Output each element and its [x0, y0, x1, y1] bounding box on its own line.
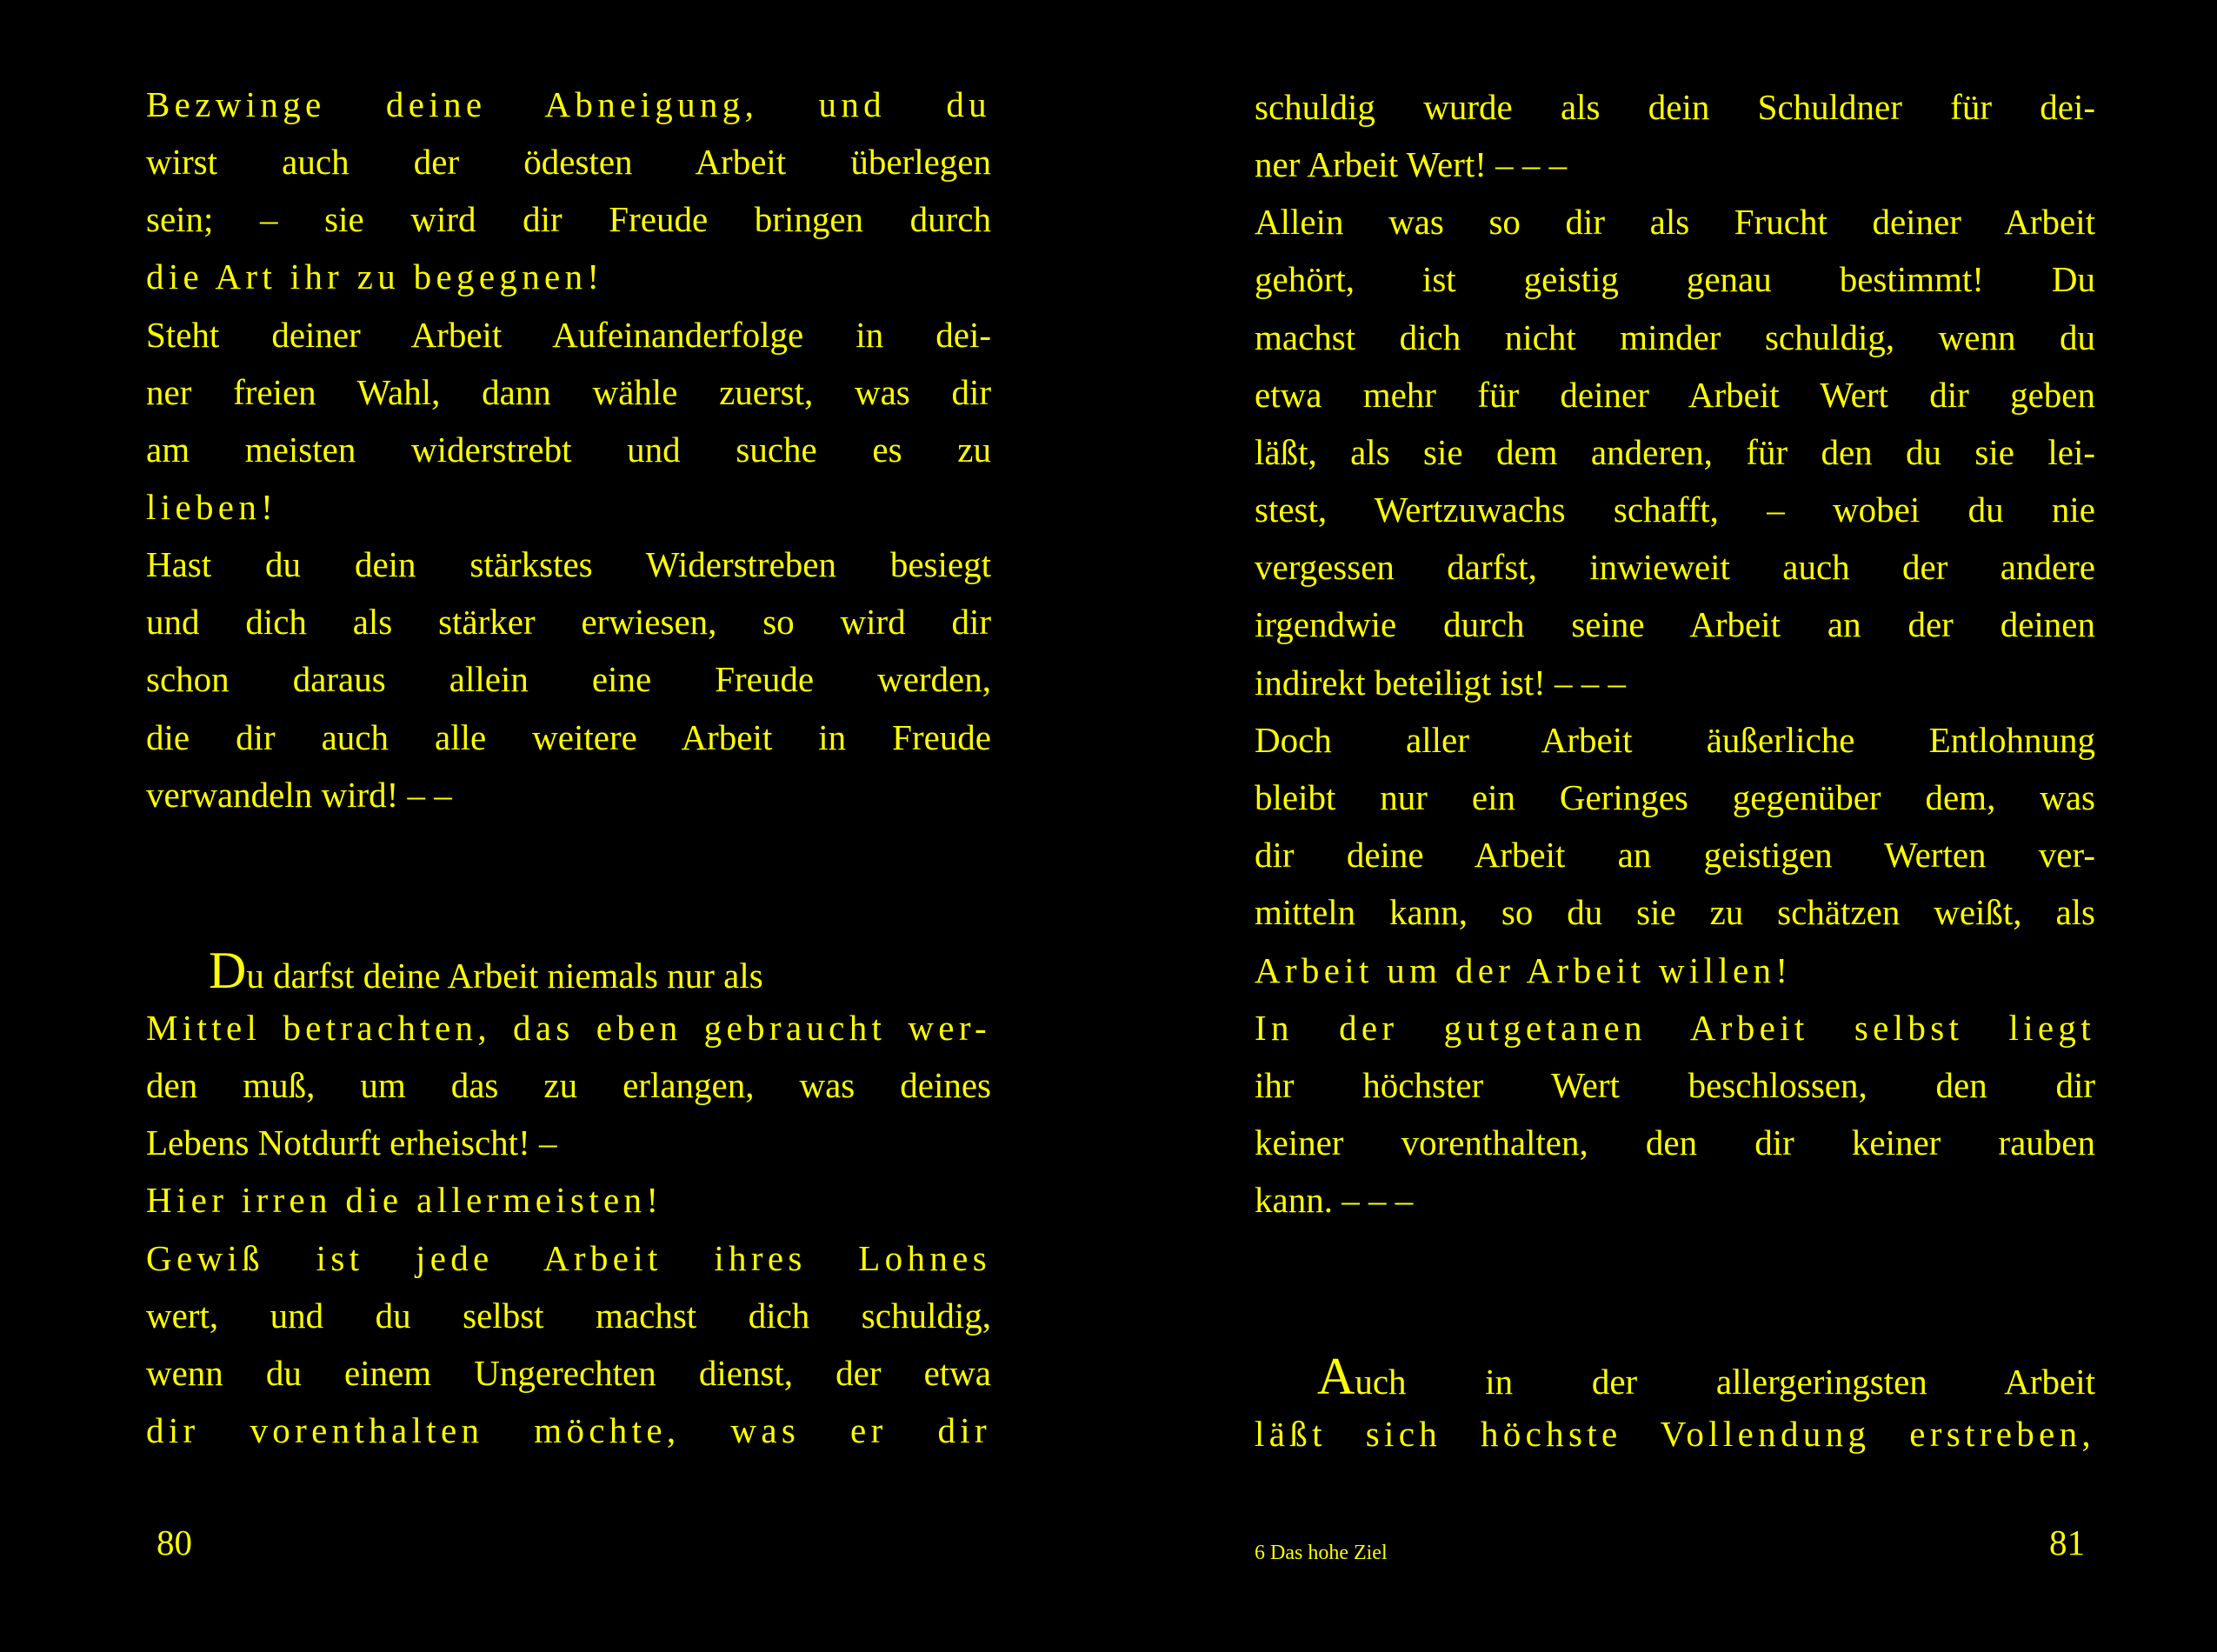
text-line: schuldig wurde als dein Schuldner für dei-: [1255, 87, 2095, 127]
text-line: ner Arbeit Wert! – – –: [1255, 144, 1568, 184]
text-line: vergessen darfst, inwieweit auch der andere: [1255, 547, 2095, 587]
section-first-line-text: u darfst deine Arbeit niemals nur als: [246, 956, 763, 996]
text-line: wirst auch der ödesten Arbeit überlegen: [146, 142, 991, 182]
text-line: verwandeln wird! – –: [146, 775, 452, 815]
text-line: Gewiß ist jede Arbeit ihres Lohnes: [146, 1238, 991, 1278]
text-line: schon daraus allein eine Freude werden,: [146, 659, 991, 699]
text-line: und dich als stärker erwiesen, so wird dir: [146, 602, 991, 642]
text-line: bleibt nur ein Geringes gegenüber dem, was: [1255, 777, 2095, 817]
text-line: Steht deiner Arbeit Aufeinanderfolge in dei-: [146, 315, 991, 355]
text-line: lieben!: [146, 487, 278, 527]
text-line: keiner vorenthalten, den dir keiner rauben: [1255, 1122, 2095, 1162]
text-line: die Art ihr zu begegnen!: [146, 256, 604, 296]
text-line: sein; – sie wird dir Freude bringen durch: [146, 199, 991, 239]
text-line: Lebens Notdurft erheischt! –: [146, 1122, 557, 1162]
text-line: Bezwinge deine Abneigung, und du: [146, 84, 991, 124]
text-line: gehört, ist geistig genau bestimmt! Du: [1255, 259, 2095, 299]
text-line: die dir auch alle weitere Arbeit in Freude: [146, 717, 991, 757]
text-line: stest, Wertzuwachs schafft, – wobei du nie: [1255, 490, 2095, 530]
text-line: läßt, als sie dem anderen, für den du sie lei-: [1255, 432, 2095, 472]
text-line: am meisten widerstrebt und suche es zu: [146, 430, 991, 470]
section-first-line: [1317, 1348, 2095, 1405]
text-line: Mittel betrachten, das eben gebraucht wer-: [146, 1008, 991, 1048]
page-number: 81: [2049, 1522, 2085, 1562]
signature-mark: 6 Das hohe Ziel: [1255, 1542, 1388, 1564]
text-line: In der gutgetanen Arbeit selbst liegt: [1255, 1008, 2095, 1048]
text-line: läßt sich höchste Vollendung erstreben,: [1255, 1414, 2095, 1454]
text-line: Allein was so dir als Frucht deiner Arbeit: [1255, 202, 2095, 242]
drop-initial: D: [209, 942, 247, 999]
page-number: 80: [156, 1522, 192, 1562]
text-line: ihr höchster Wert beschlossen, den dir: [1255, 1065, 2095, 1105]
drop-initial: A: [1317, 1348, 1355, 1405]
text-line: kann. – – –: [1255, 1180, 1414, 1220]
text-line: Hier irren die allermeisten!: [146, 1180, 663, 1220]
text-line: dir deine Arbeit an geistigen Werten ver-: [1255, 835, 2095, 875]
text-line: wert, und du selbst machst dich schuldig,: [146, 1296, 991, 1336]
text-line: etwa mehr für deiner Arbeit Wert dir geben: [1255, 375, 2095, 415]
text-line: den muß, um das zu erlangen, was deines: [146, 1065, 991, 1105]
text-line: ner freien Wahl, dann wähle zuerst, was dir: [146, 372, 991, 412]
text-line: machst dich nicht minder schuldig, wenn du: [1255, 317, 2095, 357]
text-line: irgendwie durch seine Arbeit an der deinen: [1255, 604, 2095, 644]
text-line: wenn du einem Ungerechten dienst, der etwa: [146, 1353, 991, 1393]
text-line: Doch aller Arbeit äußerliche Entlohnung: [1255, 720, 2095, 760]
section-first-line: [209, 942, 991, 999]
text-line: Hast du dein stärkstes Widerstreben besiegt: [146, 544, 991, 584]
text-line: indirekt beteiligt ist! – – –: [1255, 663, 1627, 703]
text-line: Arbeit um der Arbeit willen!: [1255, 950, 1793, 990]
text-line: mitteln kann, so du sie zu schätzen weißt, als: [1255, 892, 2095, 932]
text-line: dir vorenthalten möchte, was er dir: [146, 1410, 991, 1450]
section-first-line-text: uch in der allergeringsten Arbeit: [1355, 1362, 2095, 1402]
